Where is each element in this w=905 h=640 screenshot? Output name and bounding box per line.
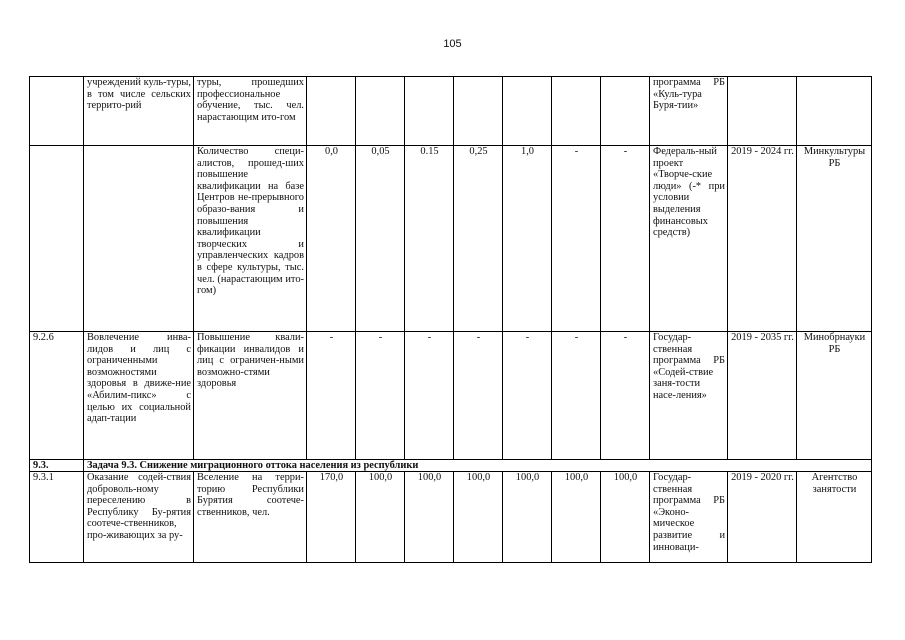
table-row (30, 77, 872, 146)
task-row (30, 460, 872, 472)
executor-cell (797, 77, 872, 146)
value-cell: - (405, 332, 454, 460)
value-cell (454, 77, 503, 146)
measure-cell (84, 146, 194, 332)
measure-cell: Вовлечение инва-лидов и лиц с ограниченными возможностями здоровья в движе-ние «Абилим-пикс» с целью их социальной адап-тации (84, 332, 194, 460)
task-title: Задача 9.3. Снижение миграционного оттока населения из республики (84, 460, 872, 472)
indicator-cell: Повышение квали-фикации инвалидов и лиц с ограничен-ными возможно-стями здоровья (194, 332, 307, 460)
value-cell: - (552, 146, 601, 332)
source-cell: Федераль-ный проект «Творче-ские люди» (-* при условии выделения финансовых средств) (650, 146, 728, 332)
row-id (30, 77, 84, 146)
task-id: 9.3. (30, 460, 84, 472)
value-cell (405, 77, 454, 146)
value-cell (601, 77, 650, 146)
value-cell: 100,0 (601, 472, 650, 563)
value-cell (552, 77, 601, 146)
value-cell: 0,25 (454, 146, 503, 332)
value-cell: 100,0 (454, 472, 503, 563)
table-row (30, 472, 872, 563)
page-number: 105 (443, 38, 462, 50)
executor-cell: Агентство занятости (797, 472, 872, 563)
period-cell (728, 77, 797, 146)
value-cell: 100,0 (356, 472, 405, 563)
measure-cell: Оказание содей-ствия доброволь-ному переселению в Республику Бу-рятия соотече-ственников, про-живающих за ру- (84, 472, 194, 563)
value-cell: - (307, 332, 356, 460)
value-cell (503, 77, 552, 146)
indicator-cell: туры, прошедших профессиональное обучение, тыс. чел. нарастающим ито-гом (194, 77, 307, 146)
value-cell: - (454, 332, 503, 460)
value-cell: 100,0 (552, 472, 601, 563)
period-cell: 2019 - 2035 гг. (728, 332, 797, 460)
value-cell: 0.15 (405, 146, 454, 332)
source-cell: Государ-ственная программа РБ «Содей-ствие заня-тости насе-ления» (650, 332, 728, 460)
row-id: 9.3.1 (30, 472, 84, 563)
period-cell: 2019 - 2024 гг. (728, 146, 797, 332)
value-cell: - (601, 332, 650, 460)
source-cell: программа РБ «Куль-тура Буря-тии» (650, 77, 728, 146)
value-cell: - (356, 332, 405, 460)
period-cell: 2019 - 2020 гг. (728, 472, 797, 563)
indicator-cell: Количество специ-алистов, прошед-ших повышение квалификации на базе Центров не-прерывного образо-вания и повышения квалификации творческих и управленческих кадров в сфере культуры, тыс. чел. (нарастающим ито-гом) (194, 146, 307, 332)
row-id: 9.2.6 (30, 332, 84, 460)
value-cell: - (601, 146, 650, 332)
value-cell: 170,0 (307, 472, 356, 563)
value-cell: - (503, 332, 552, 460)
program-table (29, 76, 872, 563)
value-cell: 0,0 (307, 146, 356, 332)
value-cell: - (552, 332, 601, 460)
value-cell: 100,0 (405, 472, 454, 563)
executor-cell: Минобрнауки РБ (797, 332, 872, 460)
value-cell (307, 77, 356, 146)
table-row (30, 332, 872, 460)
table-row (30, 146, 872, 332)
source-cell: Государ-ственная программа РБ «Эконо-мическое развитие и инноваци- (650, 472, 728, 563)
row-id (30, 146, 84, 332)
value-cell: 100,0 (503, 472, 552, 563)
executor-cell: Минкультуры РБ (797, 146, 872, 332)
measure-cell: учреждений куль-туры, в том числе сельских террито-рий (84, 77, 194, 146)
value-cell: 1,0 (503, 146, 552, 332)
value-cell: 0,05 (356, 146, 405, 332)
indicator-cell: Вселение на терри-торию Республики Бурятия соотече-ственников, чел. (194, 472, 307, 563)
value-cell (356, 77, 405, 146)
